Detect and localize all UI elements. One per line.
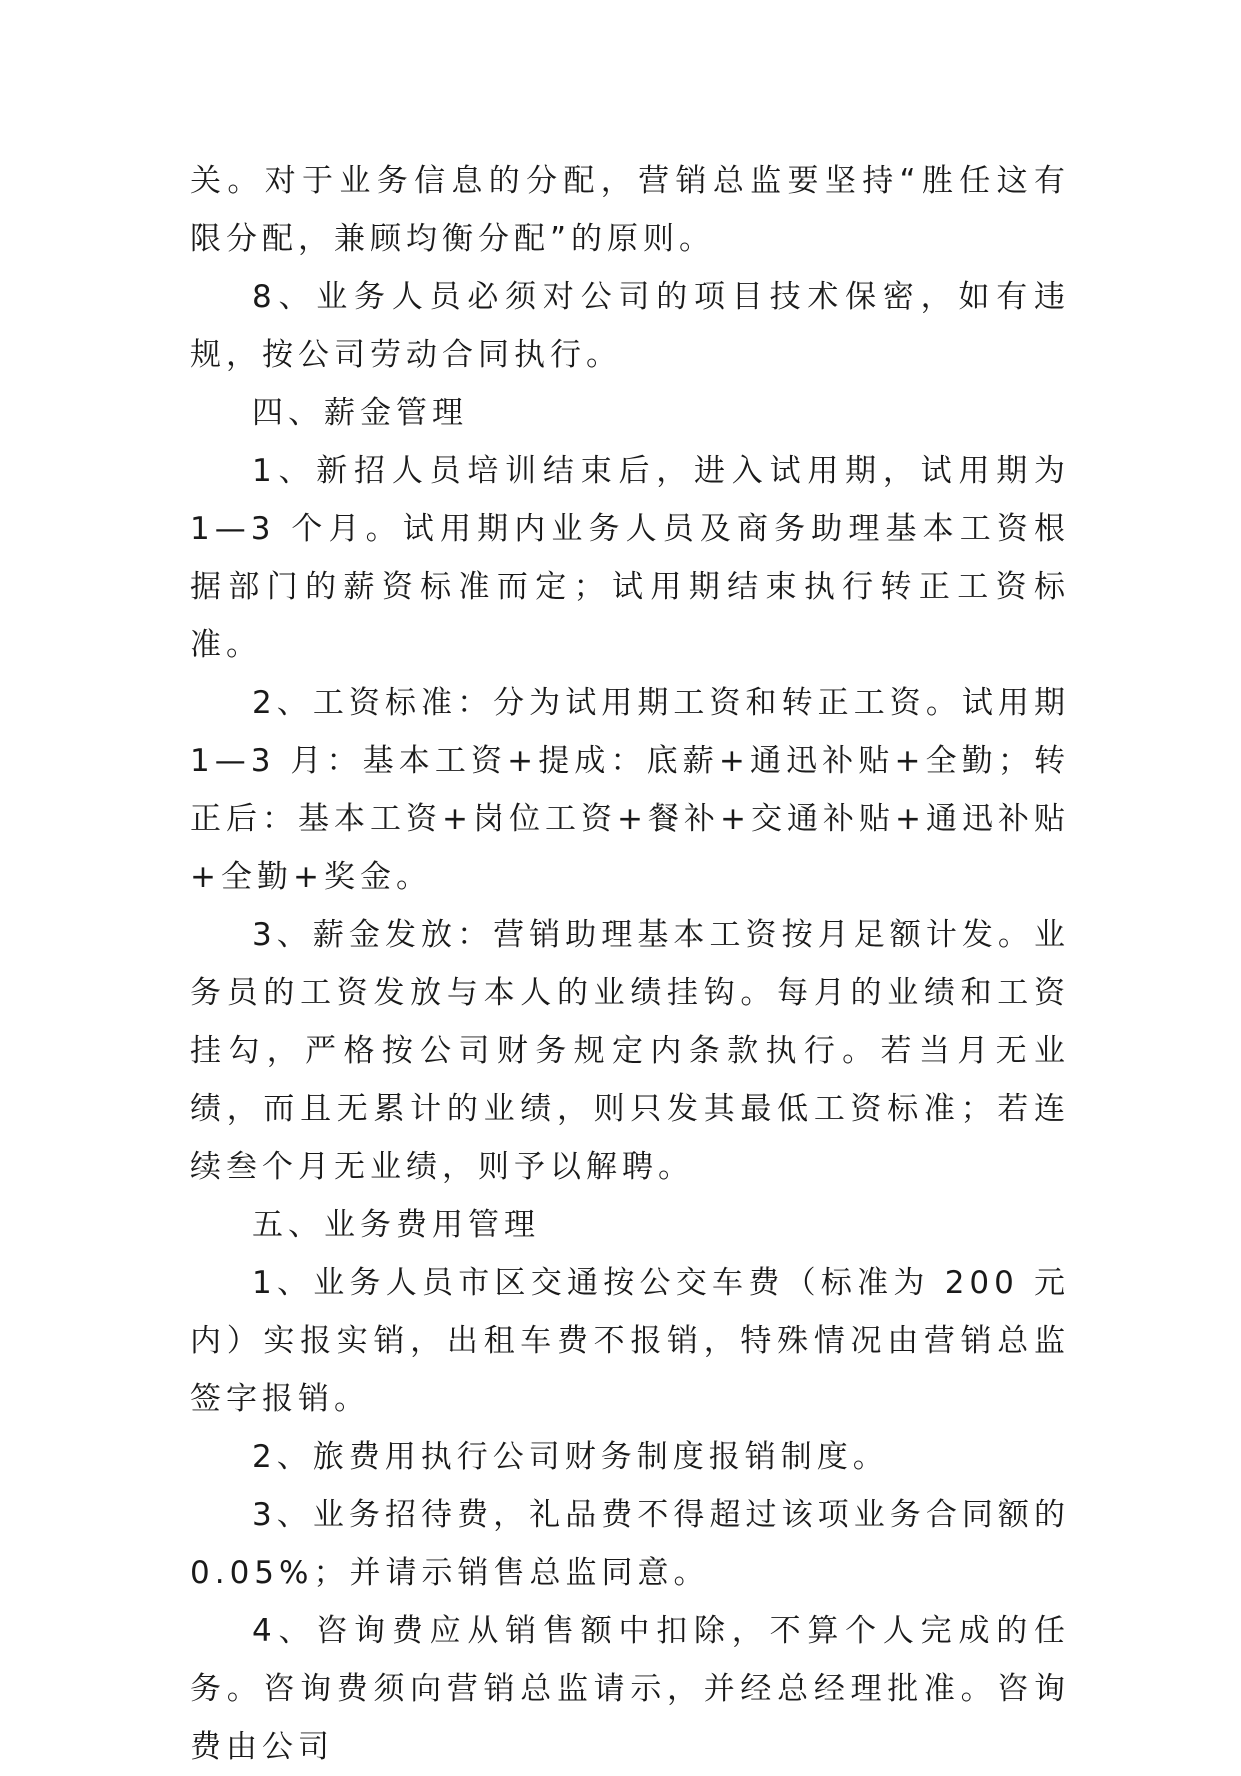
paragraph-8: 1、业务人员市区交通按公交车费（标准为 200 元内）实报实销，出租车费不报销，特殊情况由营销总监签字报销。 <box>190 1265 1070 1417</box>
section-heading-salary: 四、薪金管理 <box>252 395 468 431</box>
paragraph-10: 3、业务招待费，礼品费不得超过该项业务合同额的 0.05%；并请示销售总监同意。 <box>190 1497 1070 1591</box>
paragraph-5: 2、工资标准：分为试用期工资和转正工资。试用期 1—3 月：基本工资+提成：底薪+通迅补贴+全勤；转正后：基本工资+岗位工资+餐补+交通补贴+通迅补贴+全勤+奖金。 <box>190 685 1070 895</box>
paragraph-2: 8、业务人员必须对公司的项目技术保密，如有违规，按公司劳动合同执行。 <box>190 279 1070 373</box>
paragraph-4: 1、新招人员培训结束后，进入试用期，试用期为 1—3 个月。试用期内业务人员及商务助理基本工资根据部门的薪资标准而定；试用期结束执行转正工资标准。 <box>190 453 1070 663</box>
paragraph-9: 2、旅费用执行公司财务制度报销制度。 <box>252 1439 889 1475</box>
section-heading-expenses: 五、业务费用管理 <box>252 1207 540 1243</box>
paragraph-11: 4、咨询费应从销售额中扣除，不算个人完成的任务。咨询费须向营销总监请示，并经总经理批准。咨询费由公司 <box>190 1613 1070 1765</box>
paragraph-6: 3、薪金发放：营销助理基本工资按月足额计发。业务员的工资发放与本人的业绩挂钩。每月的业绩和工资挂勾，严格按公司财务规定内条款执行。若当月无业绩，而且无累计的业绩，则只发其最低工资标准；若连续叁个月无业绩，则予以解聘。 <box>190 917 1070 1185</box>
paragraph-1: 关。对于业务信息的分配，营销总监要坚持“胜任这有限分配，兼顾均衡分配”的原则。 <box>190 163 1070 257</box>
document-body <box>190 152 1070 1776</box>
